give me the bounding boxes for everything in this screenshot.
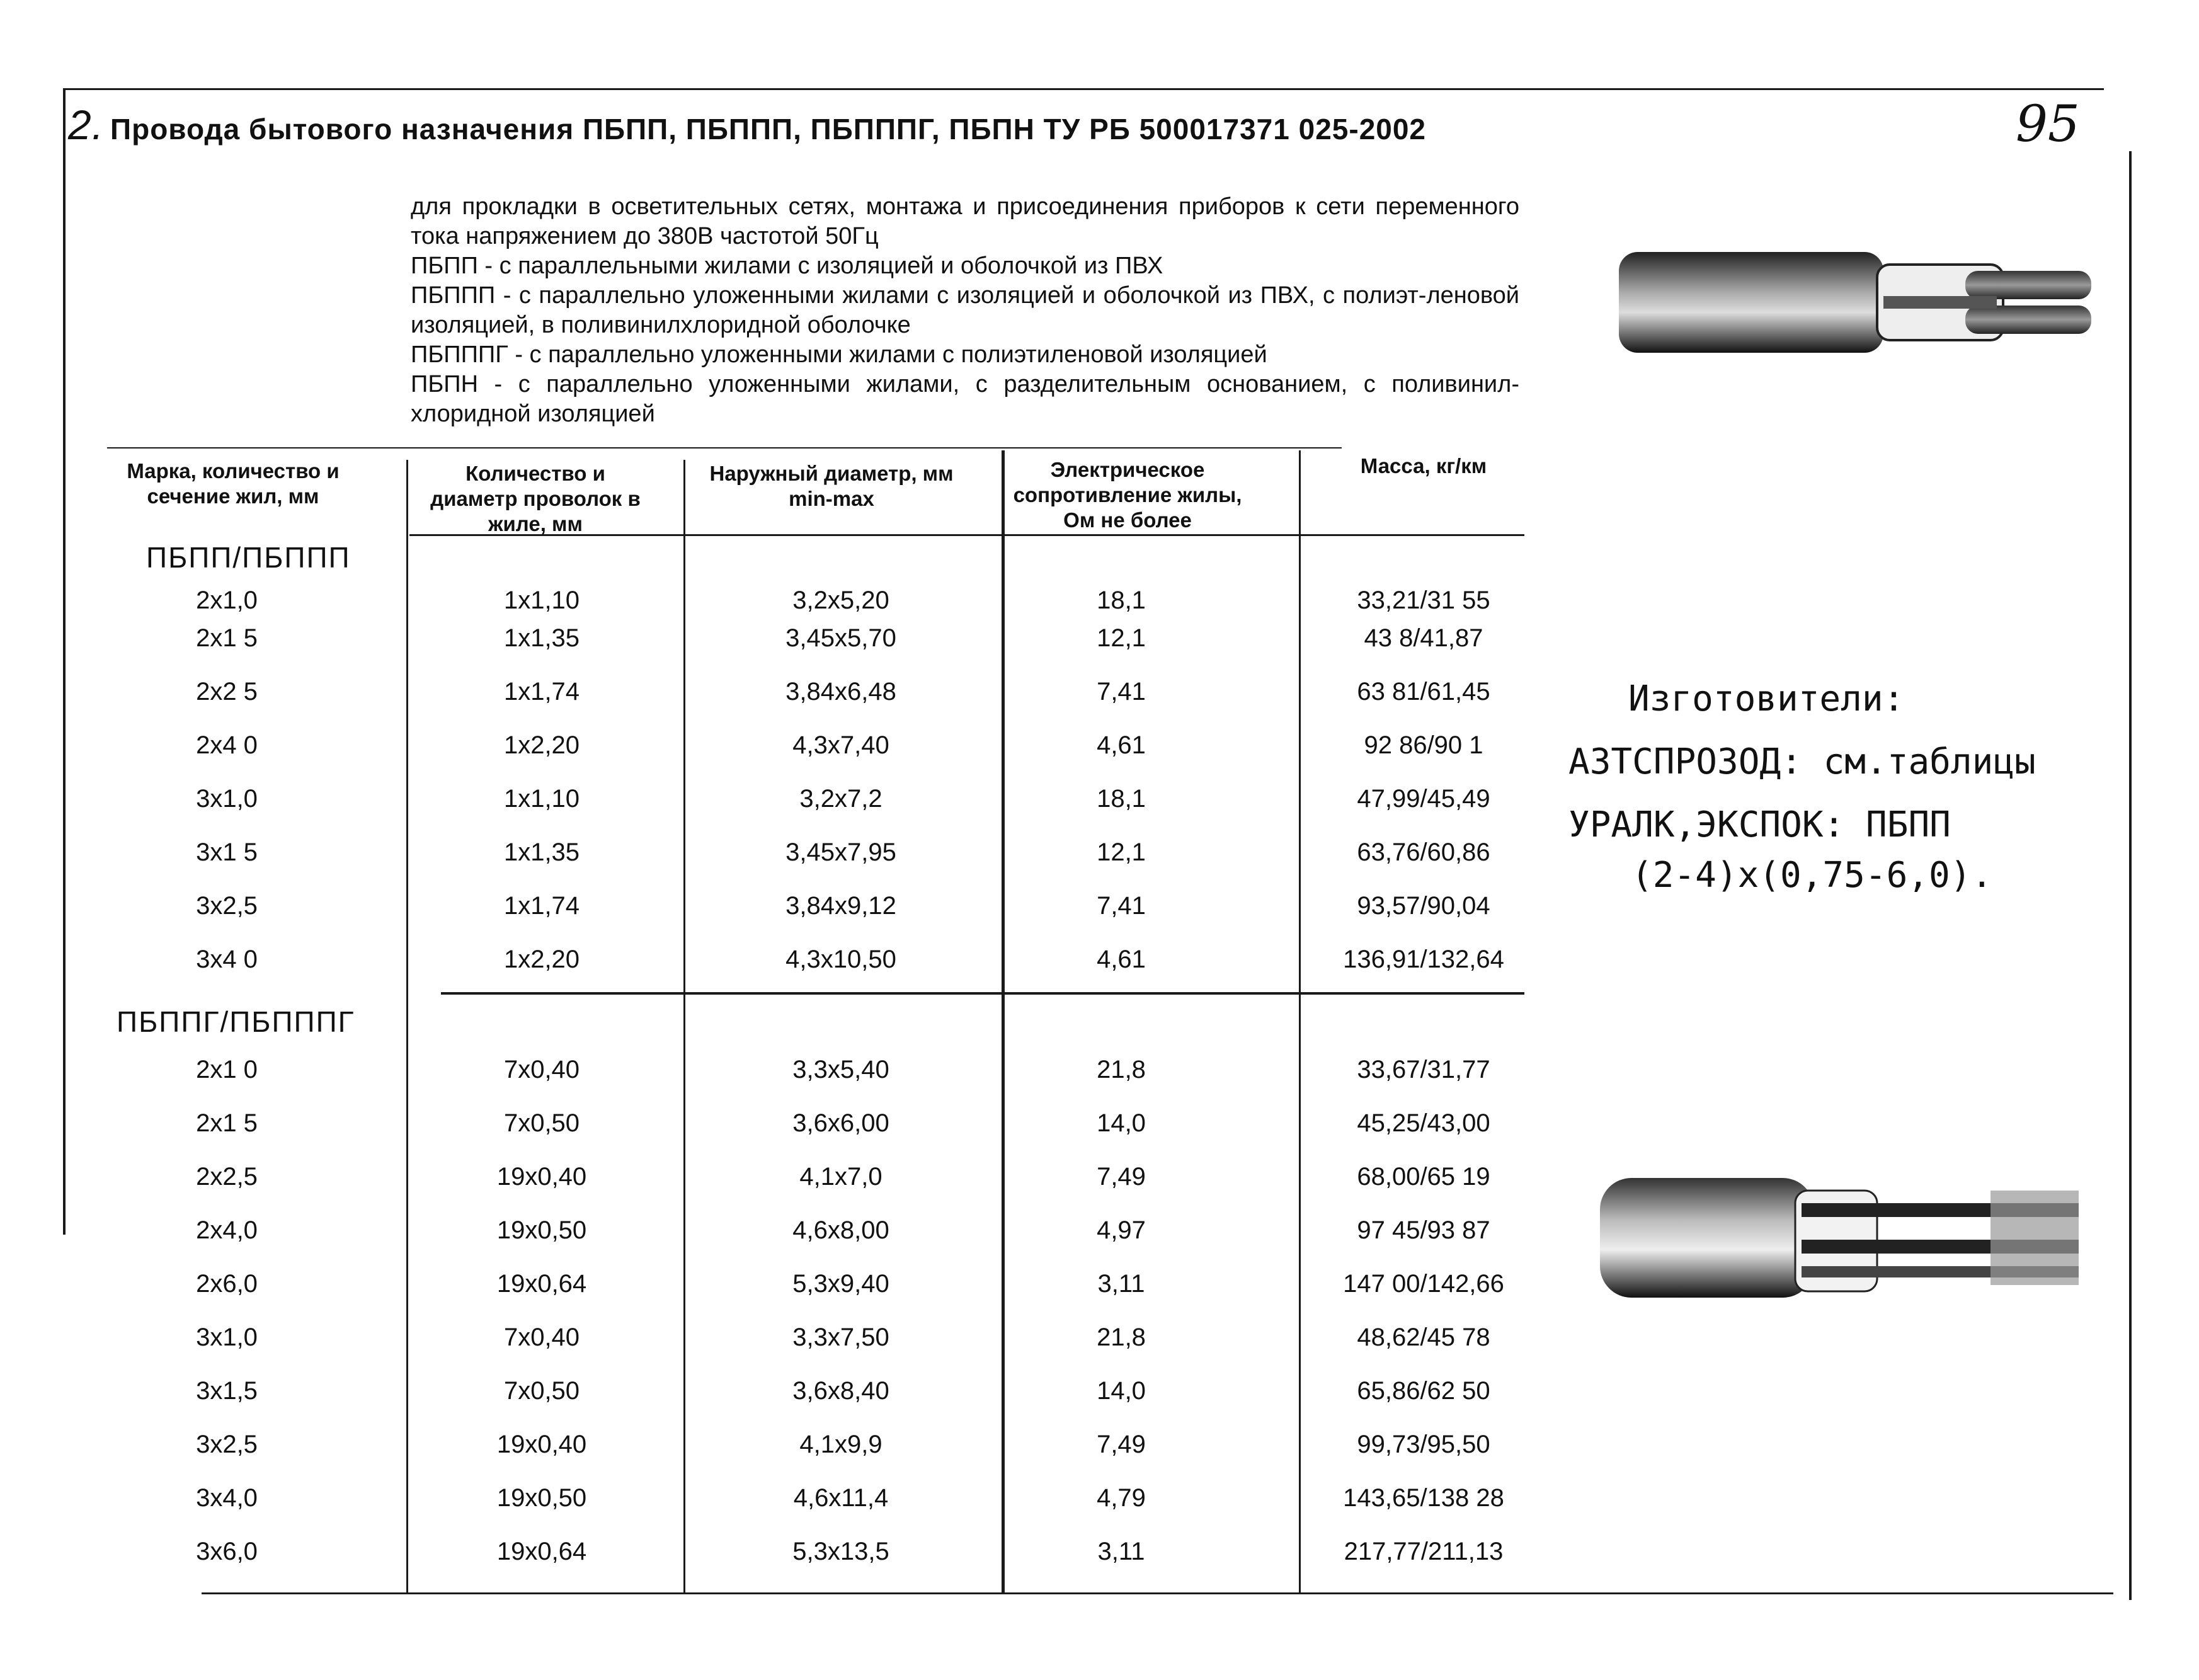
cell-resistance: 3,11 bbox=[1097, 1270, 1145, 1298]
cell-mark: 3x4,0 bbox=[196, 1484, 258, 1512]
col-line-4 bbox=[1299, 450, 1301, 1594]
cell-diameter: 3,84x6,48 bbox=[785, 678, 896, 706]
section-number: 2. bbox=[68, 101, 105, 148]
cell-mark: 3x4 0 bbox=[196, 946, 258, 973]
cell-diameter: 3,3x5,40 bbox=[792, 1056, 889, 1083]
cell-mark: 2x1,0 bbox=[196, 586, 258, 614]
cable-photo-round bbox=[1587, 1165, 2091, 1310]
cell-mass: 143,65/138 28 bbox=[1343, 1484, 1504, 1512]
frame-right-line bbox=[2129, 151, 2132, 1600]
cell-mass: 47,99/45,49 bbox=[1357, 785, 1490, 813]
cell-mass: 48,62/45 78 bbox=[1357, 1323, 1490, 1351]
cell-wires: 19x0,64 bbox=[496, 1538, 587, 1565]
cell-wires: 19x0,50 bbox=[496, 1484, 587, 1512]
cell-diameter: 3,84x9,12 bbox=[785, 892, 896, 920]
cell-mass: 147 00/142,66 bbox=[1343, 1270, 1504, 1298]
cell-mark: 2x1 5 bbox=[196, 624, 258, 652]
frame-bottom-line bbox=[202, 1592, 2113, 1594]
col-line-1 bbox=[406, 460, 408, 1594]
cell-mass: 33,67/31,77 bbox=[1357, 1056, 1490, 1083]
cell-mass: 43 8/41,87 bbox=[1364, 624, 1483, 652]
manufacturers-line2: УРАЛК,ЭКСПОК: ПБПП bbox=[1568, 804, 1951, 845]
cell-mass: 68,00/65 19 bbox=[1357, 1163, 1490, 1191]
description-line: ПБПП - с параллельными жилами с изоляцией и оболочкой из ПВХ bbox=[411, 253, 1163, 279]
cell-resistance: 7,49 bbox=[1097, 1431, 1146, 1458]
cell-mark: 2x1 0 bbox=[196, 1056, 258, 1083]
cell-resistance: 12,1 bbox=[1097, 838, 1146, 866]
cell-wires: 1x1,35 bbox=[503, 624, 580, 652]
cell-wires: 7x0,50 bbox=[503, 1109, 580, 1137]
cell-resistance: 12,1 bbox=[1097, 624, 1146, 652]
cell-wires: 19x0,40 bbox=[496, 1431, 587, 1458]
cell-mark: 3x1 5 bbox=[196, 838, 258, 866]
group-divider-line bbox=[441, 992, 1524, 995]
cell-mark: 2x6,0 bbox=[196, 1270, 258, 1298]
cell-mass: 136,91/132,64 bbox=[1343, 946, 1504, 973]
header-wires: Количество и диаметр проволок в жиле, мм bbox=[430, 462, 641, 535]
cell-mark: 2x4,0 bbox=[196, 1216, 258, 1244]
cell-diameter: 4,1x7,0 bbox=[799, 1163, 882, 1191]
cell-resistance: 7,41 bbox=[1097, 892, 1146, 920]
manufacturers-line1: АЗТСПРОЗОД: см.таблицы bbox=[1568, 741, 2036, 782]
cell-mass: 45,25/43,00 bbox=[1357, 1109, 1490, 1137]
manufacturers-label: Изготовители: bbox=[1628, 678, 1905, 719]
cell-diameter: 3,6x6,00 bbox=[792, 1109, 889, 1137]
cell-resistance: 18,1 bbox=[1097, 586, 1146, 614]
cell-mark: 2x2,5 bbox=[196, 1163, 258, 1191]
cell-mass: 65,86/62 50 bbox=[1357, 1377, 1490, 1405]
cell-resistance: 14,0 bbox=[1097, 1377, 1146, 1405]
cell-resistance: 7,49 bbox=[1097, 1163, 1146, 1191]
cell-resistance: 21,8 bbox=[1097, 1323, 1146, 1351]
cell-mark: 3x2,5 bbox=[196, 1431, 258, 1458]
cell-mark: 3x1,0 bbox=[196, 785, 258, 813]
cell-wires: 19x0,50 bbox=[496, 1216, 587, 1244]
cell-wires: 7x0,50 bbox=[503, 1377, 580, 1405]
cell-mark: 3x1,0 bbox=[196, 1323, 258, 1351]
cell-mass: 99,73/95,50 bbox=[1357, 1431, 1490, 1458]
cell-diameter: 3,2x5,20 bbox=[792, 586, 889, 614]
cell-diameter: 3,2x7,2 bbox=[799, 785, 882, 813]
cell-diameter: 4,6x8,00 bbox=[792, 1216, 889, 1244]
cell-mark: 3x6,0 bbox=[196, 1538, 258, 1565]
cell-wires: 1x1,35 bbox=[503, 838, 580, 866]
group-label: ПБПΠГ/ПБПППГ bbox=[117, 1005, 355, 1038]
cell-mark: 3x2,5 bbox=[196, 892, 258, 920]
cell-wires: 7x0,40 bbox=[503, 1323, 580, 1351]
page-number: 95 bbox=[2016, 94, 2080, 153]
cell-mass: 33,21/31 55 bbox=[1357, 586, 1490, 614]
header-mark: Марка, количество и сечение жил, мм bbox=[127, 459, 340, 508]
cell-mass: 97 45/93 87 bbox=[1357, 1216, 1490, 1244]
cell-diameter: 3,45x5,70 bbox=[785, 624, 896, 652]
cell-wires: 1x2,20 bbox=[503, 946, 580, 973]
col-line-3 bbox=[1002, 450, 1005, 1594]
cell-mark: 2x2 5 bbox=[196, 678, 258, 706]
cell-diameter: 3,3x7,50 bbox=[792, 1323, 889, 1351]
group-label: ПБПП/ПБППП bbox=[146, 541, 351, 574]
cell-diameter: 4,3x10,50 bbox=[785, 946, 896, 973]
header-mass: Масса, кг/км bbox=[1360, 454, 1487, 477]
cell-resistance: 18,1 bbox=[1097, 785, 1146, 813]
page-title bbox=[68, 101, 1426, 149]
description-line: ПБПН - с параллельно уложенными жилами, с разделительным основанием, с поливинил-хлоридной изоляцией bbox=[411, 371, 1519, 427]
manufacturers-line3: (2-4)x(0,75-6,0). bbox=[1631, 855, 1993, 896]
cable-photo-flat bbox=[1613, 239, 2104, 365]
cell-mass: 217,77/211,13 bbox=[1344, 1538, 1504, 1565]
frame-left-line bbox=[63, 88, 66, 1235]
description-block bbox=[411, 192, 1519, 429]
cell-wires: 1x1,74 bbox=[503, 678, 580, 706]
cell-resistance: 4,79 bbox=[1097, 1484, 1146, 1512]
cell-mass: 63,76/60,86 bbox=[1357, 838, 1490, 866]
header-resistance: Электрическое сопротивление жилы, Ом не более bbox=[1013, 458, 1242, 532]
cell-wires: 7x0,40 bbox=[503, 1056, 580, 1083]
cell-diameter: 4,1x9,9 bbox=[799, 1431, 882, 1458]
cell-resistance: 14,0 bbox=[1097, 1109, 1146, 1137]
cell-diameter: 3,45x7,95 bbox=[785, 838, 896, 866]
cell-resistance: 3,11 bbox=[1097, 1538, 1145, 1565]
cell-mass: 63 81/61,45 bbox=[1357, 678, 1490, 706]
cell-resistance: 4,97 bbox=[1097, 1216, 1146, 1244]
cell-wires: 1x1,74 bbox=[503, 892, 580, 920]
cell-wires: 1x1,10 bbox=[503, 785, 580, 813]
frame-top-line bbox=[63, 88, 2104, 90]
cell-wires: 19x0,64 bbox=[496, 1270, 587, 1298]
cell-resistance: 4,61 bbox=[1097, 731, 1146, 759]
cell-diameter: 4,6x11,4 bbox=[793, 1484, 889, 1512]
cell-resistance: 21,8 bbox=[1097, 1056, 1146, 1083]
cell-diameter: 3,6x8,40 bbox=[792, 1377, 889, 1405]
header-diameter: Наружный диаметр, мм min-max bbox=[709, 462, 954, 510]
cell-mark: 2x1 5 bbox=[196, 1109, 258, 1137]
cell-resistance: 4,61 bbox=[1097, 946, 1146, 973]
cell-wires: 19x0,40 bbox=[496, 1163, 587, 1191]
cell-diameter: 4,3x7,40 bbox=[792, 731, 889, 759]
description-line: ПБПППГ - с параллельно уложенными жилами с полиэтиленовой изоляцией bbox=[411, 341, 1267, 368]
title-text: Провода бытового назначения ПБПП, ПБППП, ПБПППГ, ПБПН ТУ РБ 500017371 025-2002 bbox=[110, 113, 1427, 146]
cell-mass: 93,57/90,04 bbox=[1357, 892, 1490, 920]
cell-diameter: 5,3x13,5 bbox=[792, 1538, 889, 1565]
cell-mass: 92 86/90 1 bbox=[1364, 731, 1483, 759]
description-line: для прокладки в осветительных сетях, монтажа и присоединения приборов к сети переменного тока напряжением до 380В частотой 50Гц bbox=[411, 193, 1519, 249]
cell-wires: 1x2,20 bbox=[503, 731, 580, 759]
table-top-line bbox=[107, 447, 1342, 449]
cell-diameter: 5,3x9,40 bbox=[792, 1270, 889, 1298]
cell-wires: 1x1,10 bbox=[503, 586, 580, 614]
cell-resistance: 7,41 bbox=[1097, 678, 1146, 706]
cell-mark: 2x4 0 bbox=[196, 731, 258, 759]
description-line: ПБППП - с параллельно уложенными жилами с изоляцией и оболочкой из ПВХ, с полиэт-леновой изоляцией, в поливинилхлоридной оболочке bbox=[411, 282, 1519, 338]
col-line-2 bbox=[683, 460, 685, 1594]
cell-mark: 3x1,5 bbox=[196, 1377, 258, 1405]
